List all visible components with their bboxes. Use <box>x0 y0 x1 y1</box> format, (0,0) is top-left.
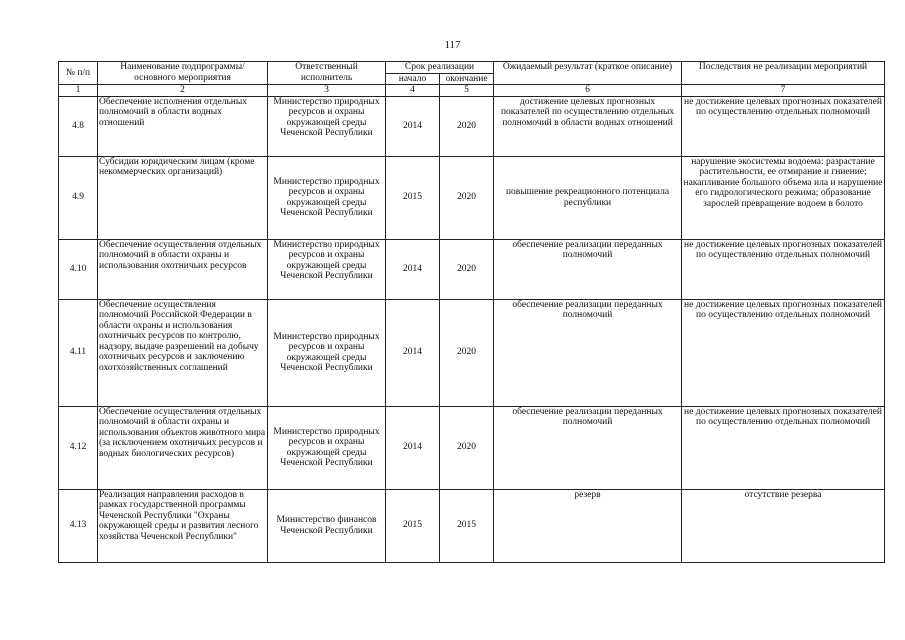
end-year: 2020 <box>440 239 494 299</box>
activity-name: Обеспечение осуществления полномочий Российской Федерации в области охраны и использования охотничьих ресурсов по контролю, надзору, выдаче разрешений на добычу охотничьих ресурсов и заключению охотхозяйственных соглашений <box>98 299 268 406</box>
expected-result: резерв <box>494 489 682 562</box>
expected-result: достижение целевых прогнозных показателей по осуществлению отдельных полномочий в области водных отношений <box>494 96 682 156</box>
table-row <box>59 156 885 239</box>
row-number: 4.13 <box>59 489 98 562</box>
responsible-executor: Министерство природных ресурсов и охраны окружающей среды Чеченской Республики <box>268 406 386 489</box>
row-number: 4.9 <box>59 156 98 239</box>
activity-name: Обеспечение осуществления отдельных полномочий в области охраны и использования охотничьих ресурсов <box>98 239 268 299</box>
responsible-executor: Министерство финансов Чеченской Республики <box>268 489 386 562</box>
expected-result: повышение рекреационного потенциала республики <box>494 156 682 239</box>
activity-name: Обеспечение исполнения отдельных полномочий в области водных отношений <box>98 96 268 156</box>
row-number: 4.11 <box>59 299 98 406</box>
start-year: 2014 <box>386 96 440 156</box>
column-number: 5 <box>440 85 494 97</box>
end-year: 2020 <box>440 156 494 239</box>
consequences: не достижение целевых прогнозных показателей по осуществлению отдельных полномочий <box>682 239 885 299</box>
header-responsible: Ответственный исполнитель <box>268 62 386 85</box>
end-year: 2020 <box>440 299 494 406</box>
expected-result: обеспечение реализации переданных полномочий <box>494 299 682 406</box>
table-row <box>59 239 885 299</box>
responsible-executor: Министерство природных ресурсов и охраны окружающей среды Чеченской Республики <box>268 96 386 156</box>
start-year: 2014 <box>386 406 440 489</box>
responsible-executor: Министерство природных ресурсов и охраны окружающей среды Чеченской Республики <box>268 156 386 239</box>
activity-name: Реализация направления расходов в рамках государственной программы Чеченской Республики "Охраны окружающей среды и развития лесного хозяйства Чеченской Республики" <box>98 489 268 562</box>
start-year: 2015 <box>386 489 440 562</box>
header-consequences: Последствия не реализации мероприятий <box>682 62 885 85</box>
end-year: 2020 <box>440 96 494 156</box>
header-name: Наименование подпрограммы/ основного мероприятия <box>98 62 268 85</box>
row-number: 4.10 <box>59 239 98 299</box>
table-row <box>59 489 885 562</box>
column-number: 2 <box>98 85 268 97</box>
page-number: 117 <box>444 39 461 51</box>
header-num: № п/п <box>59 62 98 85</box>
consequences: отсутствие резерва <box>682 489 885 562</box>
column-number: 4 <box>386 85 440 97</box>
responsible-executor: Министерство природных ресурсов и охраны окружающей среды Чеченской Республики <box>268 299 386 406</box>
activity-name: Обеспечение осуществления отдельных полномочий в области охраны и использования объектов животного мира (за исключением охотничьих ресурсов и водных биологических ресурсов) <box>98 406 268 489</box>
end-year: 2020 <box>440 406 494 489</box>
activity-name: Субсидии юридическим лицам (кроме некоммерческих организаций) <box>98 156 268 239</box>
column-number: 7 <box>682 85 885 97</box>
column-number: 6 <box>494 85 682 97</box>
consequences: не достижение целевых прогнозных показателей по осуществлению отдельных полномочий <box>682 299 885 406</box>
table-row <box>59 96 885 156</box>
column-numbers-row <box>59 85 885 97</box>
header-start: начало <box>386 73 440 85</box>
header-end: окончание <box>440 73 494 85</box>
table-row <box>59 406 885 489</box>
end-year: 2015 <box>440 489 494 562</box>
expected-result: обеспечение реализации переданных полномочий <box>494 406 682 489</box>
expected-result: обеспечение реализации переданных полномочий <box>494 239 682 299</box>
header-result: Ожидаемый результат (краткое описание) <box>494 62 682 85</box>
column-number: 3 <box>268 85 386 97</box>
row-number: 4.12 <box>59 406 98 489</box>
header-period: Срок реализации <box>386 62 494 74</box>
consequences: не достижение целевых прогнозных показателей по осуществлению отдельных полномочий <box>682 96 885 156</box>
row-number: 4.8 <box>59 96 98 156</box>
responsible-executor: Министерство природных ресурсов и охраны окружающей среды Чеченской Республики <box>268 239 386 299</box>
start-year: 2015 <box>386 156 440 239</box>
program-activities-table <box>58 61 885 563</box>
table-row <box>59 299 885 406</box>
consequences: нарушение экосистемы водоема: разрастание растительности, ее отмирание и гниение; накапливание большого объема ила и нарушение его гидрологического режима; образование зарослей превращение водоем в болото <box>682 156 885 239</box>
consequences: не достижение целевых прогнозных показателей по осуществлению отдельных полномочий <box>682 406 885 489</box>
start-year: 2014 <box>386 239 440 299</box>
start-year: 2014 <box>386 299 440 406</box>
column-number: 1 <box>59 85 98 97</box>
